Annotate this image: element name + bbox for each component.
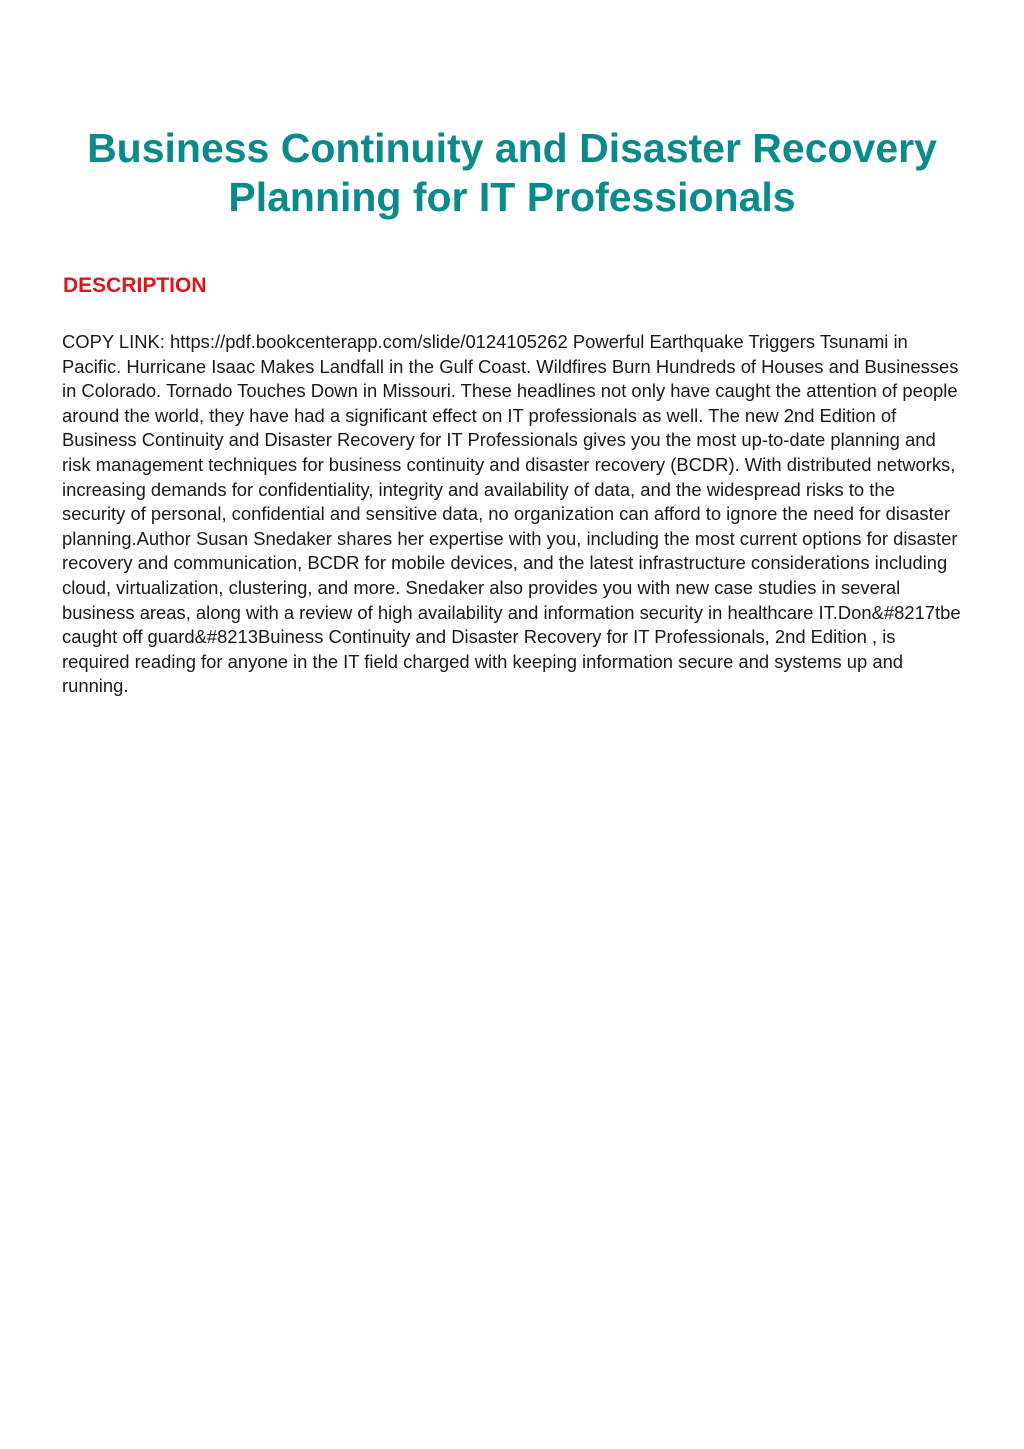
description-heading: DESCRIPTION: [63, 274, 207, 297]
document-title: Business Continuity and Disaster Recovery Planning for IT Professionals: [87, 125, 937, 220]
description-text: COPY LINK: https://pdf.bookcenterapp.com/slide/0124105262 Powerful Earthquake Triggers Tsunami in Pacific. Hurricane Isaac Makes Landfall in the Gulf Coast. Wildfires Burn Hundreds of Houses and Businesses in Colorado. Tornado Touches Down in Missouri. These headlines not only have caught the attention of people around the world, they have had a significant effect on IT professionals as well. The new 2nd Edition of Business Continuity and Disaster Recovery for IT Professionals gives you the most up-to-date planning and risk management techniques for business continuity and disaster recovery (BCDR). With distributed networks, increasing demands for confidentiality, integrity and availability of data, and the widespread risks to the security of personal, confidential and sensitive data, no organization can afford to ignore the need for disaster planning.Author Susan Snedaker shares her expertise with you, including the most current options for disaster recovery and communication, BCDR for mobile devices, and the latest infrastructure considerations including cloud, virtualization, clustering, and more. Snedaker also provides you with new case studies in several business areas, along with a review of high availability and information security in healthcare IT.Don&#8217tbe caught off guard&#8213Buiness Continuity and Disaster Recovery for IT Professionals, 2nd Edition , is required reading for anyone in the IT field charged with keeping information secure and systems up and running.: [62, 331, 961, 697]
